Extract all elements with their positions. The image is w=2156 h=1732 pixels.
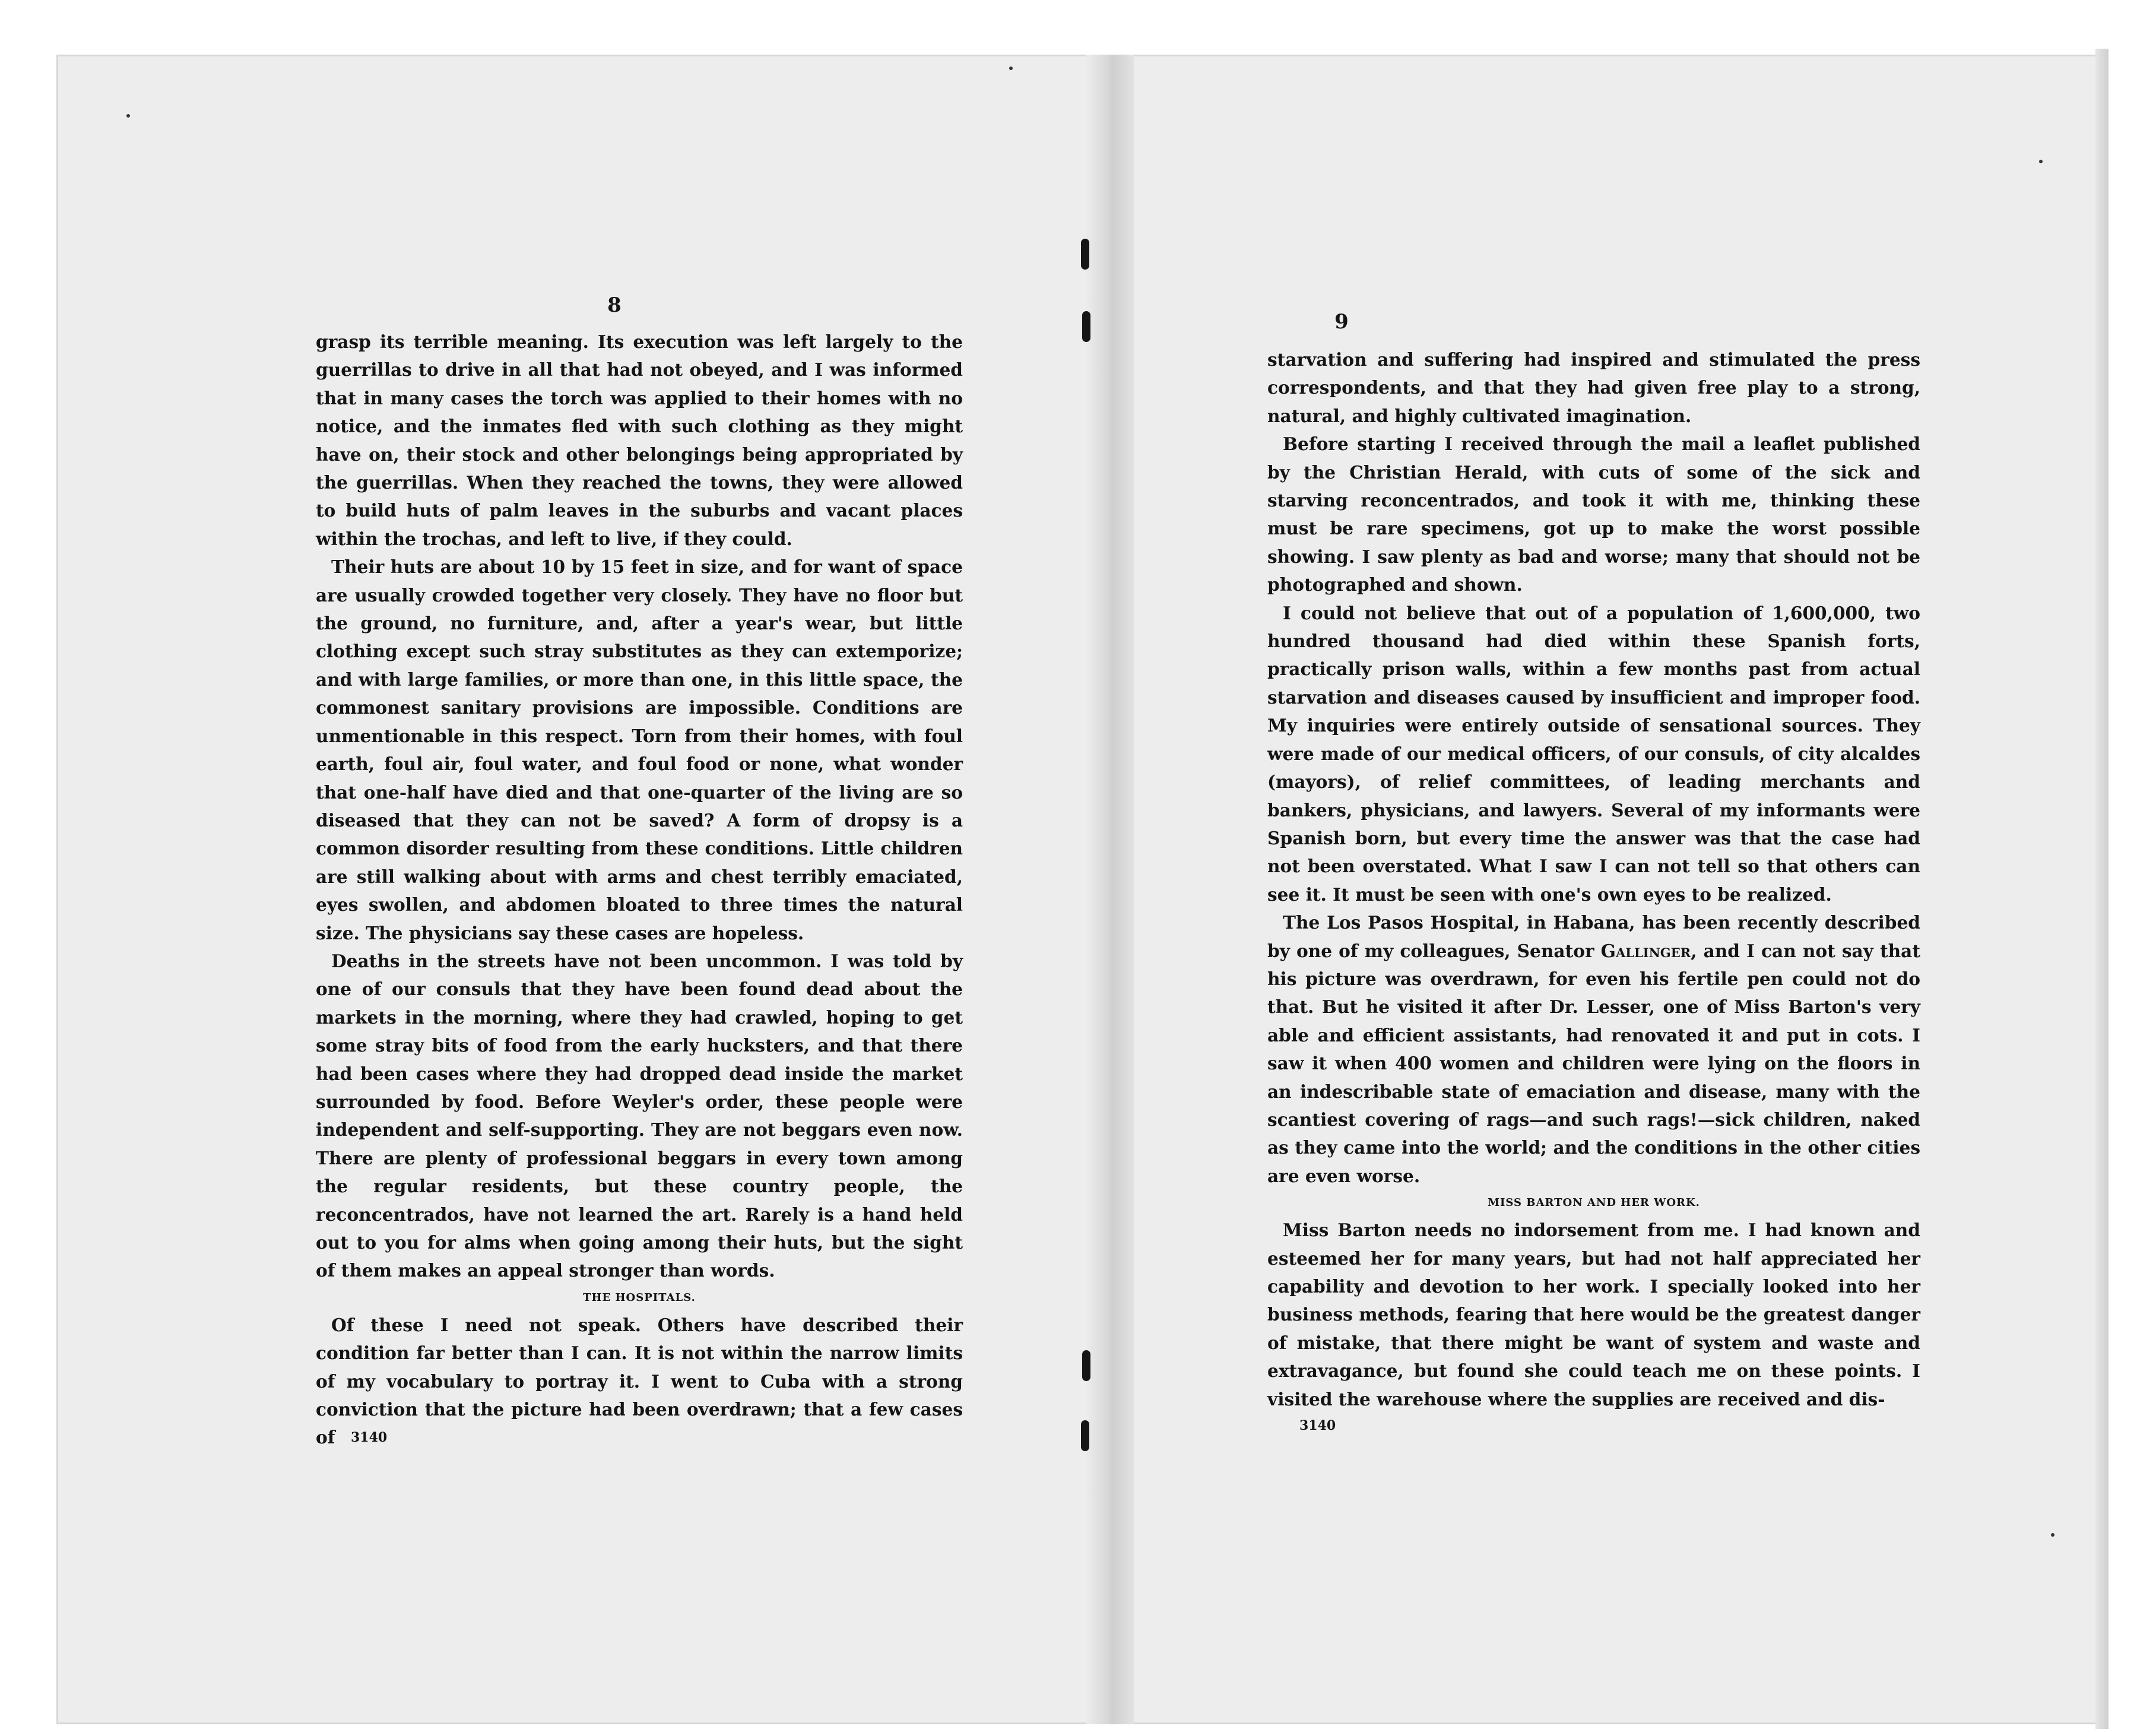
paragraph-text: The Los Pasos Hospital, in Habana, has been recently described by one of my colleagues, Senator bbox=[1267, 912, 1920, 961]
right-page-text bbox=[1267, 346, 1920, 1413]
binding-stitch bbox=[1082, 1350, 1090, 1381]
speck bbox=[126, 114, 130, 118]
page-number: 8 bbox=[607, 293, 622, 317]
section-heading: THE HOSPITALS. bbox=[583, 1291, 696, 1304]
paragraph bbox=[1267, 908, 1920, 1190]
speck bbox=[1009, 67, 1013, 70]
paragraph: grasp its terrible meaning. Its execution was left largely to the guerrillas to drive in all that had not obeyed, and I was informed that in many cases the torch was applied to their homes with no notice, and the inmates fled with such clothing as they might have on, their stock and other belongings being appropriated by the guerrillas. When they reached the towns, they were allowed to build huts of palm leaves in the suburbs and vacant places within the trochas, and left to live, if they could. bbox=[316, 331, 963, 549]
speck bbox=[2039, 160, 2043, 163]
binding-gutter bbox=[1086, 55, 1134, 1724]
paragraph: Their huts are about 10 by 15 feet in size, and for want of space are usually crowded together very closely. They have no floor but the ground, no furniture, and, after a year's wear, but little clothing except such stray substitutes as they can extemporize; and with large families, or more than one, in this little space, the commonest sanitary provisions are impossible. Conditions are unmentionable in this respect. Torn from their homes, with foul earth, foul air, foul water, and foul food or none, what wonder that one-half have died and that one-quarter of the living are so diseased that they can not be saved? A form of dropsy is a common disorder resulting from these conditions. Little children are still walking about with arms and chest terribly emaciated, eyes swollen, and abdomen bloated to three times the natural size. The physicians say these cases are hopeless. bbox=[316, 556, 963, 943]
binding-stitch bbox=[1081, 1420, 1089, 1451]
binding-stitch bbox=[1082, 311, 1090, 342]
print-code: 3140 bbox=[1299, 1418, 1336, 1433]
paragraph: Before starting I received through the mail a leaflet published by the Christian Herald, with cuts of some of the sick and starving reconcentrados, and took it with me, thinking these must be rare specimens, got up to make the worst possible showing. I saw plenty as bad and worse; many that should not be photographed and shown. bbox=[1267, 433, 1920, 596]
senator-name: Gallinger bbox=[1600, 940, 1691, 961]
print-code: 3140 bbox=[351, 1430, 388, 1445]
section-heading: MISS BARTON AND HER WORK. bbox=[1488, 1196, 1700, 1209]
paragraph: Deaths in the streets have not been uncommon. I was told by one of our consuls that they have been found dead about the markets in the morning, where they had crawled, hoping to get some stray bits of food from the early hucksters, and that there had been cases where they had dropped dead inside the market surrounded by food. Before Weyler's order, these people were independent and self-supporting. They are not beggars even now. There are plenty of professional beggars in every town among the regular residents, but these country people, the reconcentrados, have not learned the art. Rarely is a hand held out to you for alms when going among their huts, but the sight of them makes an appeal stronger than words. bbox=[316, 950, 963, 1281]
speck bbox=[2051, 1533, 2054, 1537]
page-edge bbox=[2095, 49, 2109, 1729]
paragraph: Miss Barton needs no indorsement from me. I had known and esteemed her for many years, but had not half appreciated her capability and devotion to her work. I specially looked into her business methods, fearing that here would be the greatest danger of mistake, that there might be want of system and waste and extravagance, but found she could teach me on these points. I visited the warehouse where the supplies are received and dis- bbox=[1267, 1220, 1920, 1410]
paragraph: I could not believe that out of a population of 1,600,000, two hundred thousand had died within these Spanish forts, practically prison walls, within a few months past from actual starvation and diseases caused by insufficient and improper food. My inquiries were entirely outside of sensational sources. They were made of our medical officers, of our consuls, of city alcaldes (mayors), of relief committees, of leading merchants and bankers, physicians, and lawyers. Several of my informants were Spanish born, but every time the answer was that the case had not been overstated. What I saw I can not tell so that others can see it. It must be seen with one's own eyes to be realized. bbox=[1267, 602, 1920, 905]
paragraph-text: , and I can not say that his picture was overdrawn, for even his fertile pen could not do that. But he visited it after Dr. Lesser, one of Miss Barton's very able and efficient assistants, had renovated it and put in cots. I saw it when 400 women and children were lying on the floors in an indescribable state of emaciation and disease, many with the scantiest covering of rags—and such rags!—sick children, naked as they came into the world; and the conditions in the other cities are even worse. bbox=[1267, 940, 1920, 1186]
paragraph: starvation and suffering had inspired and stimulated the press correspondents, and that they had given free play to a strong, natural, and highly cultivated imagination. bbox=[1267, 349, 1920, 426]
open-pamphlet bbox=[56, 55, 2107, 1724]
page-number: 9 bbox=[1334, 310, 1349, 334]
left-page-text bbox=[316, 328, 963, 1452]
binding-stitch bbox=[1081, 239, 1089, 270]
paragraph: Of these I need not speak. Others have described their condition far better than I can. It is not within the narrow limits of my vocabulary to portray it. I went to Cuba with a strong conviction that the picture had been overdrawn; that a few cases of bbox=[316, 1314, 963, 1448]
